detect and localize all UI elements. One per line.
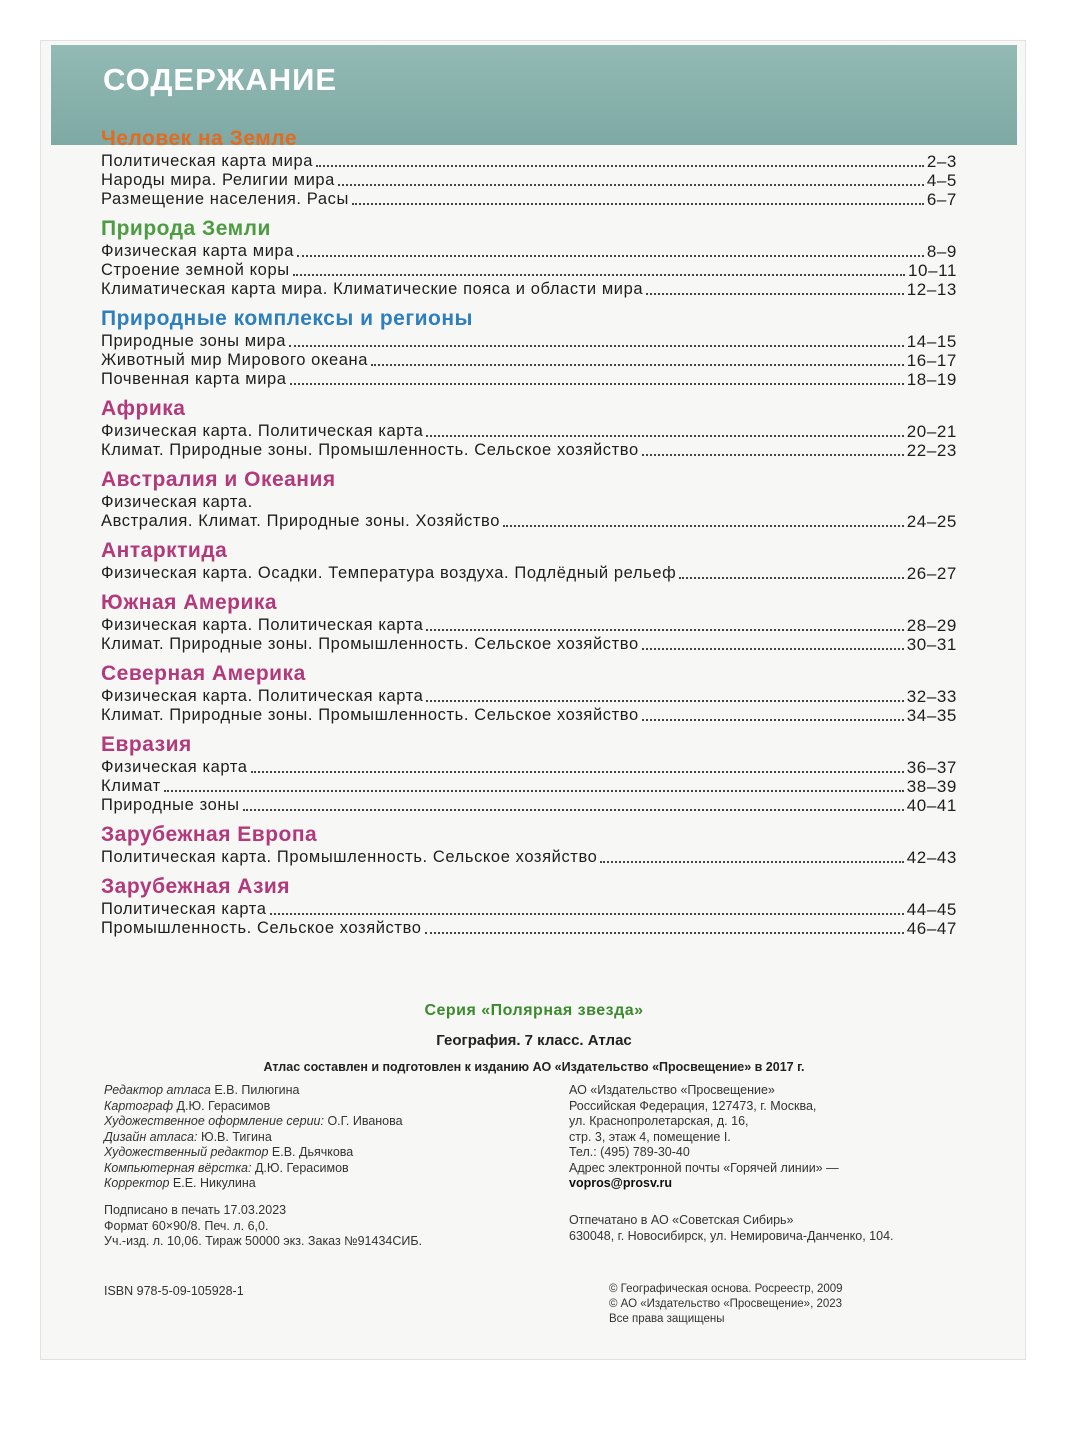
toc-section	[101, 216, 957, 299]
copyright-block	[609, 1282, 843, 1327]
entry-pages: 14–15	[906, 332, 957, 351]
entry-title: Физическая карта. Политическая карта	[101, 422, 424, 440]
credit-name: Ю.В. Тигина	[200, 1129, 272, 1144]
credit-line	[104, 1176, 403, 1192]
credit-role: Картограф	[104, 1098, 174, 1113]
entry-pages: 46–47	[906, 919, 957, 938]
credit-name: Е.В. Пилюгина	[214, 1083, 300, 1097]
dot-leader	[243, 809, 904, 811]
entry-pages: 38–39	[906, 777, 957, 796]
toc-entry	[101, 706, 957, 725]
dot-leader	[338, 184, 924, 186]
entry-title: Политическая карта мира	[101, 152, 314, 170]
entry-title: Климат. Природные зоны. Промышленность. Сельское хозяйство	[101, 706, 639, 724]
entry-title: Промышленность. Сельское хозяйство	[101, 919, 422, 937]
section-title: Северная Америка	[101, 662, 306, 685]
dot-leader	[316, 165, 924, 167]
entry-pages: 20–21	[906, 422, 957, 441]
entry-pages: 10–11	[907, 261, 957, 280]
publisher-line: Адрес электронной почты «Горячей линии» —	[569, 1160, 839, 1175]
toc-entry	[101, 616, 957, 635]
toc-entry	[101, 332, 957, 351]
entry-pages: 44–45	[906, 900, 957, 919]
toc-entry	[101, 758, 957, 777]
entry-pages: 18–19	[906, 370, 957, 389]
toc-entry	[101, 777, 957, 796]
credit-role: Дизайн атласа:	[104, 1129, 198, 1144]
table-of-contents	[101, 119, 957, 938]
toc-entry	[101, 441, 957, 460]
toc-entry	[101, 190, 957, 209]
dot-leader	[371, 364, 904, 366]
entry-pages: 22–23	[906, 441, 957, 460]
entry-pages: 36–37	[906, 758, 957, 777]
credit-role: Редактор атласа	[104, 1083, 211, 1097]
copyright-line: © Географическая основа. Росреестр, 2009	[609, 1283, 843, 1295]
entry-pages: 6–7	[926, 190, 957, 209]
entry-pages: 32–33	[906, 687, 957, 706]
dot-leader	[503, 525, 904, 527]
copyright-line: © АО «Издательство «Просвещение», 2023	[609, 1298, 843, 1310]
toc-section	[101, 467, 957, 531]
book-subtitle: География. 7 класс. Атлас	[436, 1032, 632, 1049]
dot-leader	[426, 629, 903, 631]
entry-title: Австралия. Климат. Природные зоны. Хозяйство	[101, 512, 500, 530]
section-title: Природа Земли	[101, 217, 271, 240]
dot-leader	[642, 454, 904, 456]
section-title: Южная Америка	[101, 591, 278, 614]
toc-entry	[101, 152, 957, 171]
toc-entry	[101, 351, 957, 370]
print-info-block	[104, 1203, 422, 1250]
entry-pages: 40–41	[906, 796, 957, 815]
toc-entry	[101, 261, 957, 280]
print-info-line: Формат 60×90/8. Печ. л. 6,0.	[104, 1218, 269, 1233]
entry-pages: 26–27	[906, 564, 957, 583]
toc-section	[101, 306, 957, 389]
credit-line	[104, 1083, 403, 1099]
entry-title: Физическая карта. Политическая карта	[101, 687, 424, 705]
entry-title: Природные зоны	[101, 796, 240, 814]
toc-entry	[101, 512, 957, 531]
entry-title: Климат. Природные зоны. Промышленность. Сельское хозяйство	[101, 635, 639, 653]
dot-leader	[270, 913, 904, 915]
toc-section	[101, 126, 957, 209]
entry-title: Строение земной коры	[101, 261, 290, 279]
entry-pages: 42–43	[906, 848, 957, 867]
section-title: Природные комплексы и регионы	[101, 307, 473, 330]
toc-entry	[101, 493, 957, 512]
entry-pages: 12–13	[906, 280, 957, 299]
publisher-block	[569, 1083, 839, 1192]
credit-line	[104, 1161, 403, 1177]
dot-leader	[642, 719, 904, 721]
compiled-note: Атлас составлен и подготовлен к изданию АО «Издательство «Просвещение» в 2017 г.	[263, 1060, 805, 1074]
atlas-page	[40, 40, 1026, 1360]
dot-leader	[289, 345, 904, 347]
entry-title: Политическая карта. Промышленность. Сельское хозяйство	[101, 848, 598, 866]
publisher-line: Тел.: (495) 789-30-40	[569, 1145, 690, 1159]
entry-pages: 4–5	[926, 171, 957, 190]
entry-title: Политическая карта	[101, 900, 267, 918]
toc-section	[101, 538, 957, 583]
toc-section	[101, 874, 957, 938]
toc-section	[101, 590, 957, 654]
publisher-line: ул. Краснопролетарская, д. 16,	[569, 1114, 749, 1128]
entry-pages: 2–3	[926, 152, 957, 171]
dot-leader	[290, 383, 904, 385]
toc-entry	[101, 280, 957, 299]
isbn: ISBN 978-5-09-105928-1	[104, 1284, 244, 1298]
dot-leader	[426, 700, 903, 702]
credit-name: Д.Ю. Герасимов	[254, 1160, 349, 1175]
toc-entry	[101, 900, 957, 919]
printer-line: Отпечатано в АО «Советская Сибирь»	[569, 1213, 794, 1227]
dot-leader	[426, 435, 903, 437]
dot-leader	[642, 648, 904, 650]
entry-title: Физическая карта	[101, 758, 248, 776]
credits-block	[104, 1083, 403, 1192]
entry-title: Народы мира. Религии мира	[101, 171, 335, 189]
entry-title: Физическая карта. Осадки. Температура воздуха. Подлёдный рельеф	[101, 564, 677, 582]
dot-leader	[164, 790, 904, 792]
dot-leader	[251, 771, 904, 773]
entry-pages: 16–17	[906, 351, 957, 370]
section-title: Зарубежная Европа	[101, 823, 318, 846]
dot-leader	[352, 203, 924, 205]
toc-entry	[101, 564, 957, 583]
dot-leader	[293, 274, 905, 276]
entry-pages: 30–31	[906, 635, 957, 654]
entry-title: Размещение населения. Расы	[101, 190, 349, 208]
publisher-line: Российская Федерация, 127473, г. Москва,	[569, 1098, 817, 1113]
section-title: Антарктида	[101, 539, 228, 562]
credit-line	[104, 1114, 403, 1130]
print-info-line: Подписано в печать 17.03.2023	[104, 1203, 287, 1217]
toc-entry	[101, 796, 957, 815]
entry-pages: 24–25	[906, 512, 957, 531]
dot-leader	[425, 932, 904, 934]
toc-entry	[101, 422, 957, 441]
credit-line	[104, 1145, 403, 1161]
credit-line	[104, 1099, 403, 1115]
printer-line: 630048, г. Новосибирск, ул. Немировича-Данченко, 104.	[569, 1228, 894, 1243]
entry-pages: 28–29	[906, 616, 957, 635]
page-title: СОДЕРЖАНИЕ	[103, 62, 338, 97]
section-title: Человек на Земле	[101, 127, 298, 150]
publisher-line: АО «Издательство «Просвещение»	[569, 1083, 775, 1097]
toc-entry	[101, 242, 957, 261]
toc-section	[101, 396, 957, 460]
entry-pages: 8–9	[926, 242, 957, 261]
credit-name: О.Г. Иванова	[327, 1114, 403, 1128]
publisher-line: стр. 3, этаж 4, помещение I.	[569, 1129, 731, 1144]
toc-section	[101, 732, 957, 815]
entry-pages: 34–35	[906, 706, 957, 725]
section-title: Австралия и Океания	[101, 468, 336, 491]
entry-title: Климат. Природные зоны. Промышленность. Сельское хозяйство	[101, 441, 639, 459]
dot-leader	[646, 293, 904, 295]
toc-section	[101, 661, 957, 725]
section-title: Зарубежная Азия	[101, 875, 291, 898]
publisher-email: vopros@prosv.ru	[569, 1176, 672, 1190]
credit-line	[104, 1130, 403, 1146]
printer-block	[569, 1213, 894, 1244]
entry-title: Животный мир Мирового океана	[101, 351, 369, 369]
entry-title: Физическая карта мира	[101, 242, 295, 260]
toc-section	[101, 822, 957, 867]
series-title: Серия «Полярная звезда»	[424, 1002, 644, 1019]
credit-name: Е.В. Дьячкова	[271, 1145, 354, 1159]
credit-role: Художественное оформление серии:	[104, 1114, 324, 1128]
toc-entry	[101, 171, 957, 190]
dot-leader	[679, 577, 903, 579]
dot-leader	[600, 861, 903, 863]
credit-role: Компьютерная вёрстка:	[104, 1160, 252, 1175]
entry-title: Климатическая карта мира. Климатические пояса и области мира	[101, 280, 644, 298]
toc-entry	[101, 370, 957, 389]
toc-entry	[101, 919, 957, 938]
credit-role: Художественный редактор	[104, 1145, 269, 1159]
section-title: Евразия	[101, 733, 192, 756]
toc-entry	[101, 848, 957, 867]
credit-role: Корректор	[104, 1176, 170, 1190]
section-title: Африка	[101, 397, 186, 420]
entry-title: Почвенная карта мира	[101, 370, 287, 388]
dot-leader	[297, 255, 924, 257]
entry-title: Климат	[101, 777, 161, 795]
entry-title: Физическая карта.	[101, 493, 253, 511]
toc-entry	[101, 687, 957, 706]
entry-title: Физическая карта. Политическая карта	[101, 616, 424, 634]
copyright-line: Все права защищены	[609, 1313, 725, 1325]
credit-name: Е.Е. Никулина	[172, 1176, 256, 1190]
credit-name: Д.Ю. Герасимов	[176, 1098, 271, 1113]
toc-entry	[101, 635, 957, 654]
print-info-line: Уч.-изд. л. 10,06. Тираж 50000 экз. Заказ №91434СИБ.	[104, 1234, 423, 1248]
entry-title: Природные зоны мира	[101, 332, 287, 350]
